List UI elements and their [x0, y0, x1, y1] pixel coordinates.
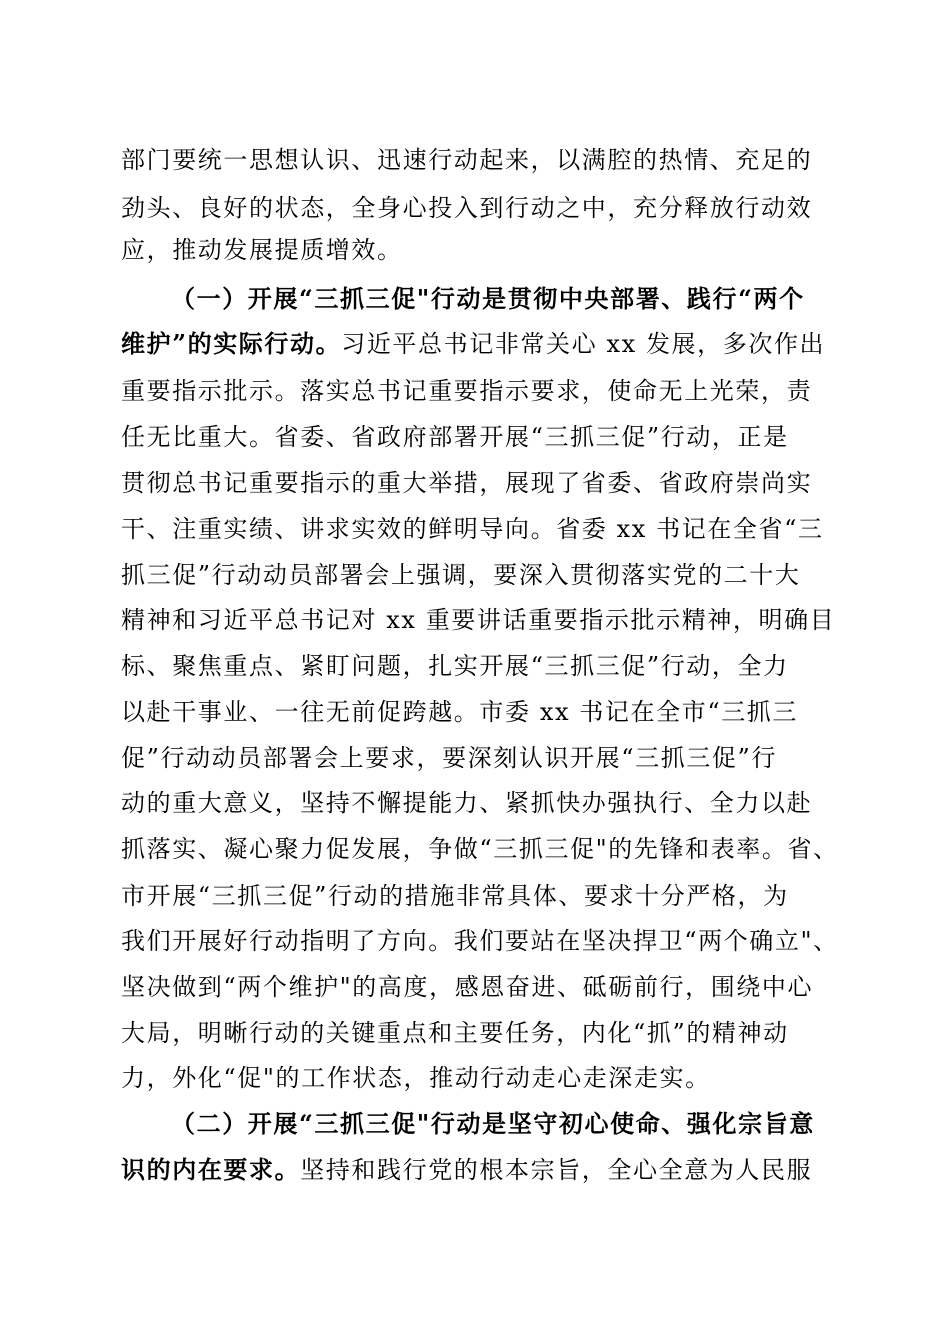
paragraph-line: 以赴干事业、一往无前促跨越。市委 xx 书记在全市“三抓三 — [121, 698, 798, 726]
paragraph-line: 我们开展好行动指明了方向。我们要站在坚决捍卫“两个确立"、 — [121, 927, 839, 955]
paragraph-line: 促”行动动员部署会上要求，要深刻认识开展“三抓三促”行 — [121, 744, 778, 772]
paragraph-line: 市开展“三抓三促”行动的措施非常具体、要求十分严格，为 — [121, 882, 789, 910]
paragraph-line: 力，外化“促"的工作状态，推动行动走心走深走实。 — [121, 1064, 711, 1092]
paragraph-line: 大局，明晰行动的关键重点和主要任务，内化“抓”的精神动 — [121, 1019, 789, 1047]
paragraph-line: 精神和习近平总书记对 xx 重要讲话重要指示批示精神，明确目 — [121, 606, 836, 634]
paragraph-line: 任无比重大。省委、省政府部署开展“三抓三促”行动，正是 — [121, 423, 789, 451]
paragraph-line: 部门要统一思想认识、迅速行动起来，以满腔的热情、充足的 — [121, 146, 813, 174]
section-1-heading: （一）开展“三抓三促"行动是贯彻中央部署、践行“两个 — [171, 284, 805, 313]
section-1-heading-cont: 维护”的实际行动。 — [121, 329, 342, 358]
paragraph-line — [121, 323, 841, 365]
paragraph-line: 抓落实、凝心聚力促发展，争做“三抓三促"的先锋和表率。省、 — [121, 835, 839, 863]
section-2-heading: （二）开展“三抓三促"行动是坚守初心使命、强化宗旨意 — [171, 1109, 815, 1138]
paragraph-line: 贯彻总书记重要指示的重大举措，展现了省委、省政府崇尚实 — [121, 469, 813, 497]
section-2-body-start: 坚持和践行党的根本宗旨，全心全意为人民服 — [300, 1156, 813, 1184]
paragraph-line: 抓三促”行动动员部署会上强调，要深入贯彻落实党的二十大 — [121, 561, 801, 589]
paragraph-line: 动的重大意义，坚持不懈提能力、紧抓快办强执行、全力以赴 — [121, 789, 813, 817]
paragraph-line: 劲头、良好的状态，全身心投入到行动之中，充分释放行动效 — [121, 194, 813, 222]
paragraph-line: 干、注重实绩、讲求实效的鲜明导向。省委 xx 书记在全省“三 — [121, 515, 824, 543]
paragraph-line: 应，推动发展提质增效。 — [121, 236, 403, 264]
section-1-body-start: 习近平总书记非常关心 xx 发展，多次作出 — [341, 330, 826, 358]
paragraph-line: 标、聚焦重点、紧盯问题，扎实开展“三抓三促”行动，全力 — [121, 652, 789, 680]
paragraph-line — [121, 1149, 841, 1191]
section-2-heading-cont: 识的内在要求。 — [121, 1155, 301, 1184]
paragraph-line: 重要指示批示。落实总书记重要指示要求，使命无上光荣，责 — [121, 377, 813, 405]
paragraph-line: 坚决做到“两个维护"的高度，感恩奋进、砥砺前行，围绕中心 — [121, 973, 814, 1001]
